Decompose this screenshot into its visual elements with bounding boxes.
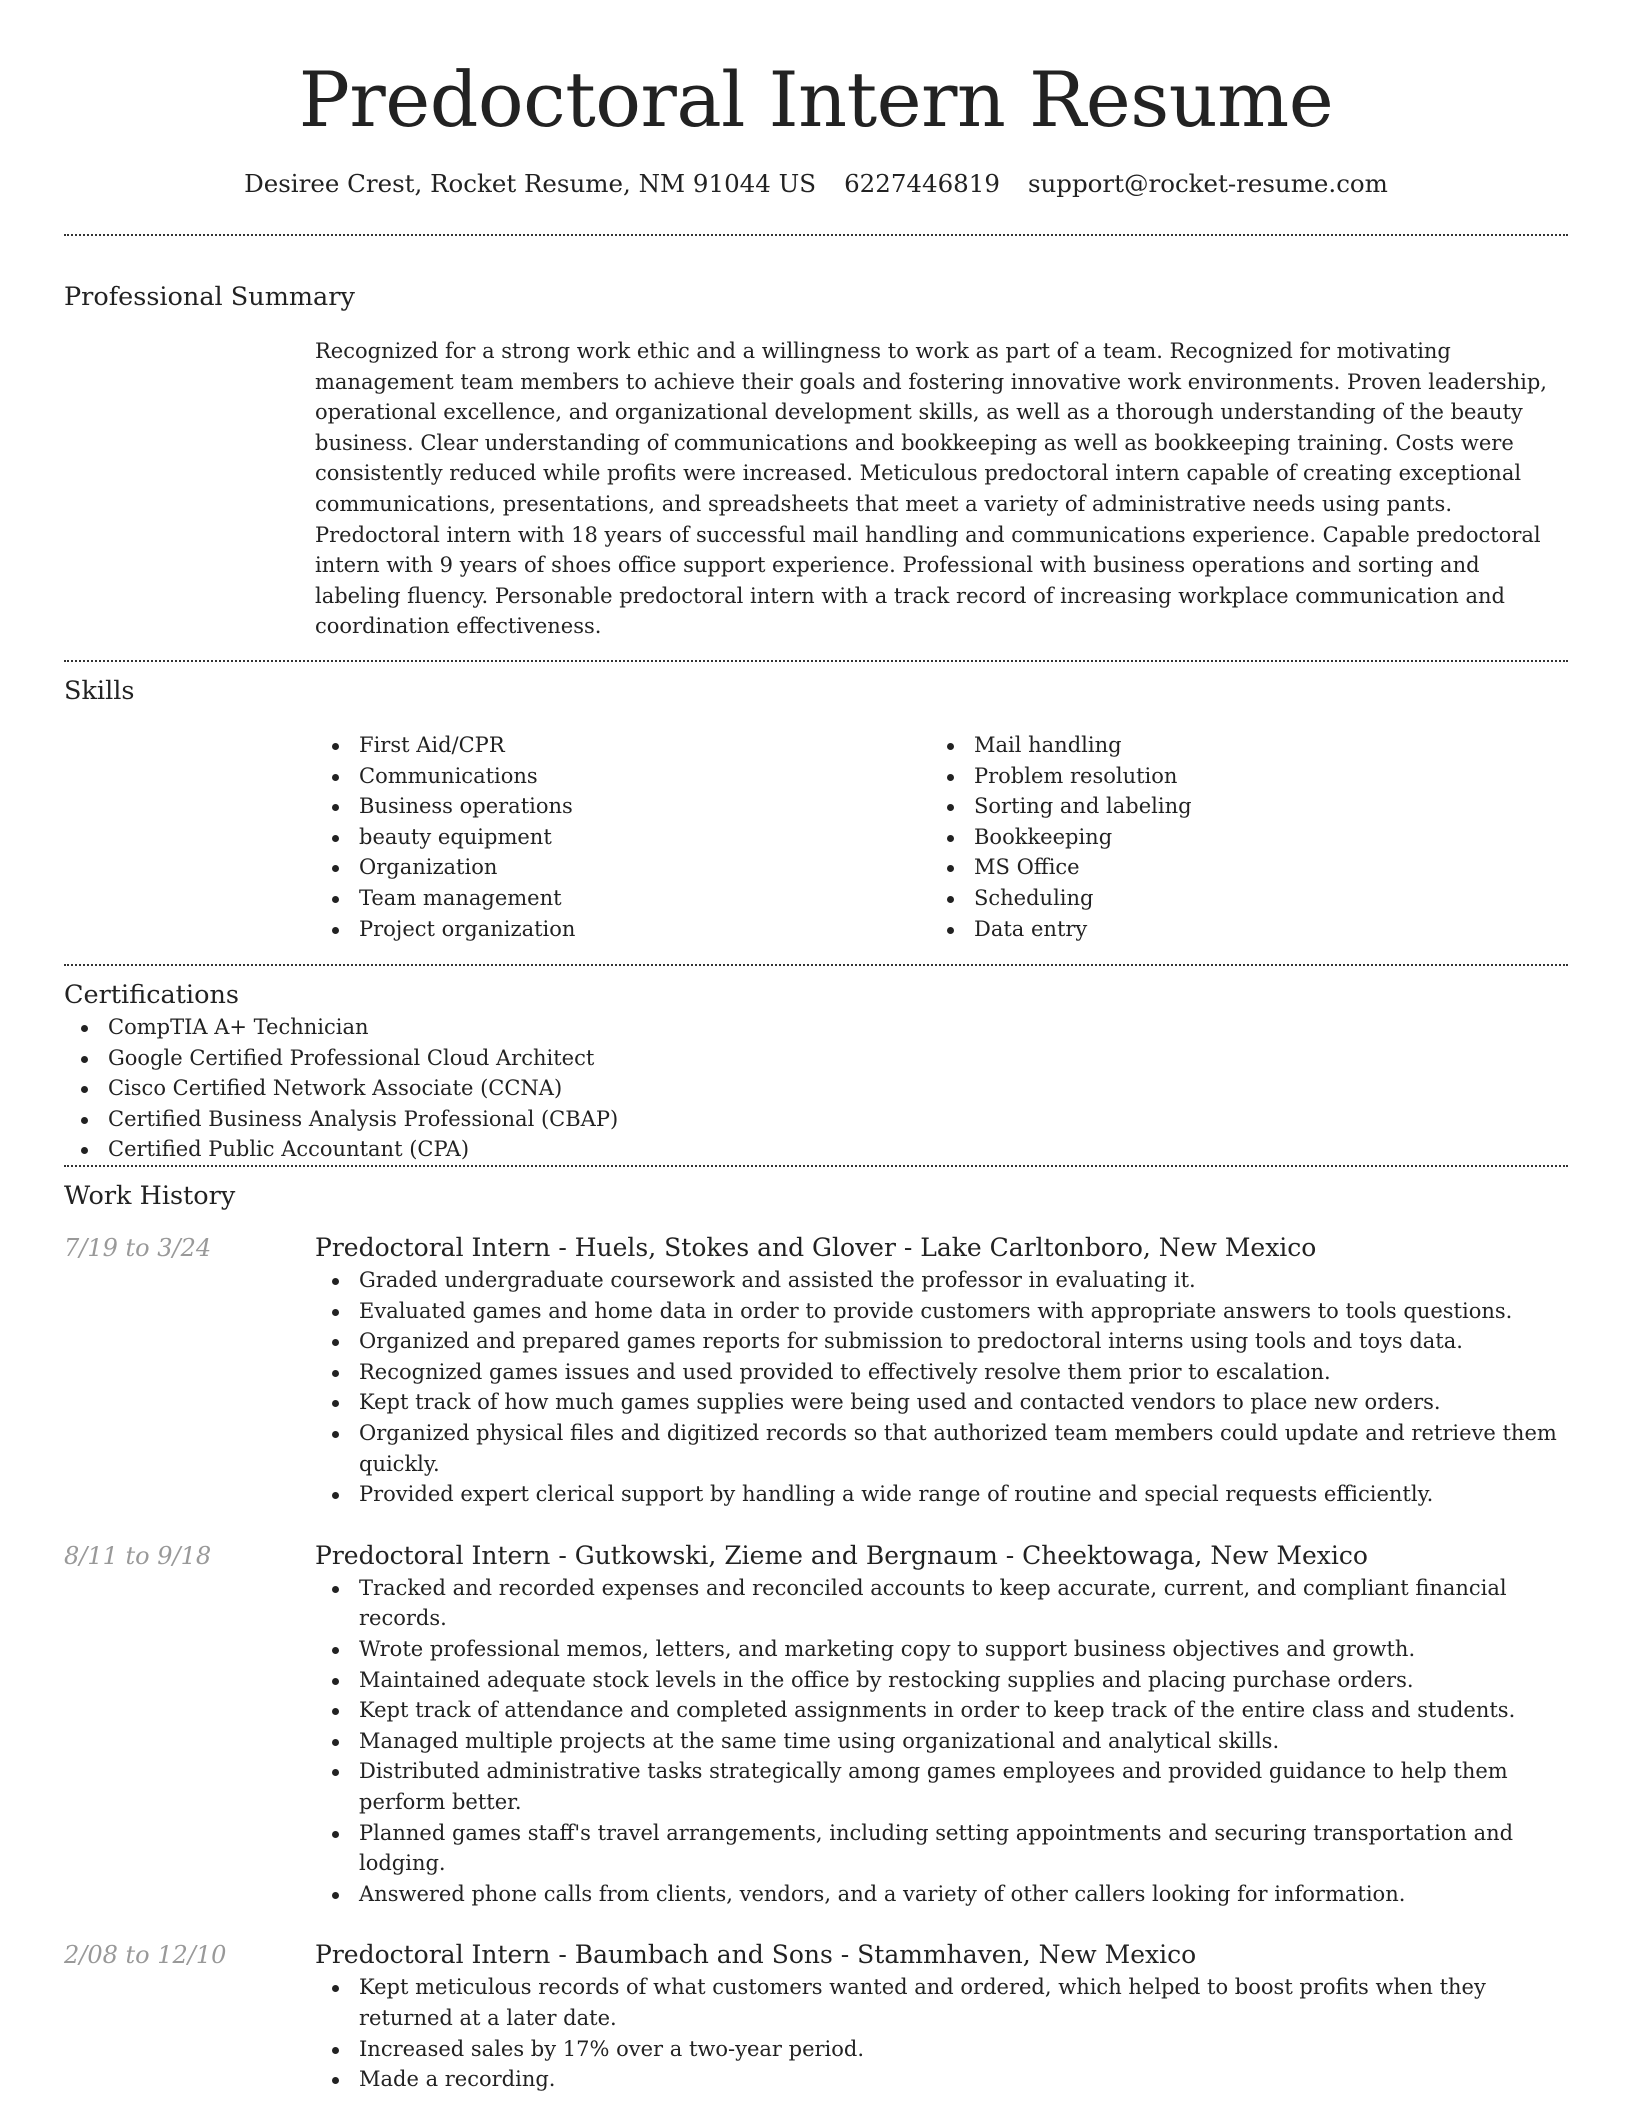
job-title: Predoctoral Intern - Gutkowski, Zieme and Bergnaum - Cheektowaga, New Mexico [315, 1540, 1368, 1570]
job-details [315, 1938, 1568, 2094]
job-bullet: Kept meticulous records of what customers wanted and ordered, which helped to boost profits when they returned at a later date. [315, 1972, 1568, 2033]
summary-text: Recognized for a strong work ethic and a willingness to work as part of a team. Recognized for motivating management team members to achieve their goals and fostering innovative work environments. Proven leadership, operational excellence, and organizational development skills, as well as a thorough understanding of the beauty business. Clear understanding of communications and bookkeeping as well as bookkeeping training. Costs were consistently reduced while profits were increased. Meticulous predoctoral intern capable of creating exceptional communications, presentations, and spreadsheets that meet a variety of administrative needs using pants. Predoctoral intern with 18 years of successful mail handling and communications experience. Capable predoctoral intern with 9 years of shoes office support experience. Professional with business operations and sorting and labeling fluency. Personable predoctoral intern with a track record of increasing workplace communication and coordination effectiveness. [315, 339, 1547, 639]
skills-heading: Skills [64, 675, 135, 706]
job-bullet: Provided expert clerical support by handling a wide range of routine and special requests efficiently. [315, 1479, 1568, 1510]
job-bullet: Distributed administrative tasks strategically among games employees and provided guidance to help them perform better. [315, 1756, 1568, 1817]
job-bullet: Made a recording. [315, 2064, 1568, 2095]
job-bullet: Tracked and recorded expenses and reconciled accounts to keep accurate, current, and compliant financial records. [315, 1573, 1568, 1634]
skill-item: beauty equipment [315, 822, 930, 853]
contact-address: Desiree Crest, Rocket Resume, NM 91044 US [244, 169, 817, 198]
skill-item: First Aid/CPR [315, 730, 930, 761]
job-title: Predoctoral Intern - Huels, Stokes and Glover - Lake Carltonboro, New Mexico [315, 1233, 1317, 1263]
job-bullet: Managed multiple projects at the same time using organizational and analytical skills. [315, 1726, 1568, 1757]
job-dates: 7/19 to 3/24 [64, 1234, 212, 1263]
job-details [315, 1539, 1568, 1910]
job-bullet: Answered phone calls from clients, vendors, and a variety of other callers looking for information. [315, 1879, 1568, 1910]
job-entry [64, 1231, 1568, 1510]
certifications-heading: Certifications [64, 980, 239, 1011]
skill-item: Problem resolution [930, 761, 1545, 792]
skill-item: Communications [315, 761, 930, 792]
work-history-heading: Work History [64, 1181, 236, 1212]
contact-line [64, 168, 1568, 200]
job-dates: 8/11 to 9/18 [64, 1541, 212, 1570]
skill-item: MS Office [930, 852, 1545, 883]
job-bullet: Increased sales by 17% over a two-year period. [315, 2034, 1568, 2065]
skill-item: Mail handling [930, 730, 1545, 761]
job-entry [64, 1539, 1568, 1910]
certification-item: Cisco Certified Network Associate (CCNA) [64, 1073, 1568, 1104]
skill-item: Bookkeeping [930, 822, 1545, 853]
divider [64, 1165, 1568, 1167]
job-bullets [315, 1573, 1568, 1910]
divider [64, 660, 1568, 662]
divider [64, 964, 1568, 966]
skills-column-right [930, 730, 1545, 944]
job-bullets [315, 1265, 1568, 1510]
job-bullet: Organized and prepared games reports for submission to predoctoral interns using tools and toys data. [315, 1326, 1568, 1357]
job-bullet: Graded undergraduate coursework and assisted the professor in evaluating it. [315, 1265, 1568, 1296]
job-details [315, 1231, 1568, 1510]
job-bullet: Wrote professional memos, letters, and marketing copy to support business objectives and growth. [315, 1634, 1568, 1665]
contact-phone: 6227446819 [844, 169, 1000, 198]
skill-item: Team management [315, 883, 930, 914]
skills-column-left [315, 730, 930, 944]
skill-item: Business operations [315, 791, 930, 822]
skill-item: Project organization [315, 914, 930, 945]
skill-item: Sorting and labeling [930, 791, 1545, 822]
certification-item: Certified Business Analysis Professional (CBAP) [64, 1104, 1568, 1135]
divider [64, 234, 1568, 236]
summary-heading: Professional Summary [64, 282, 355, 312]
job-bullet: Organized physical files and digitized records so that authorized team members could update and retrieve them quickly. [315, 1418, 1568, 1479]
job-bullet: Planned games staff's travel arrangements, including setting appointments and securing transportation and lodging. [315, 1818, 1568, 1879]
certification-item: Google Certified Professional Cloud Architect [64, 1043, 1568, 1074]
certifications-list [64, 1012, 1568, 1165]
job-bullet: Kept track of how much games supplies were being used and contacted vendors to place new orders. [315, 1387, 1568, 1418]
certification-item: CompTIA A+ Technician [64, 1012, 1568, 1043]
job-bullets [315, 1972, 1568, 2094]
skill-item: Data entry [930, 914, 1545, 945]
job-bullet: Recognized games issues and used provided to effectively resolve them prior to escalation. [315, 1357, 1568, 1388]
skills-list [315, 730, 1568, 944]
skill-item: Scheduling [930, 883, 1545, 914]
job-bullet: Evaluated games and home data in order to provide customers with appropriate answers to tools questions. [315, 1296, 1568, 1327]
resume-page [64, 0, 1568, 2095]
resume-title: Predoctoral Intern Resume [298, 55, 1334, 144]
job-title: Predoctoral Intern - Baumbach and Sons - Stammhaven, New Mexico [315, 1940, 1197, 1970]
job-dates: 2/08 to 12/10 [64, 1941, 227, 1970]
certification-item: Certified Public Accountant (CPA) [64, 1134, 1568, 1165]
job-bullet: Maintained adequate stock levels in the office by restocking supplies and placing purchase orders. [315, 1665, 1568, 1696]
contact-email: support@rocket-resume.com [1027, 169, 1388, 198]
job-entry [64, 1938, 1568, 2094]
skill-item: Organization [315, 852, 930, 883]
job-bullet: Kept track of attendance and completed assignments in order to keep track of the entire class and students. [315, 1695, 1568, 1726]
